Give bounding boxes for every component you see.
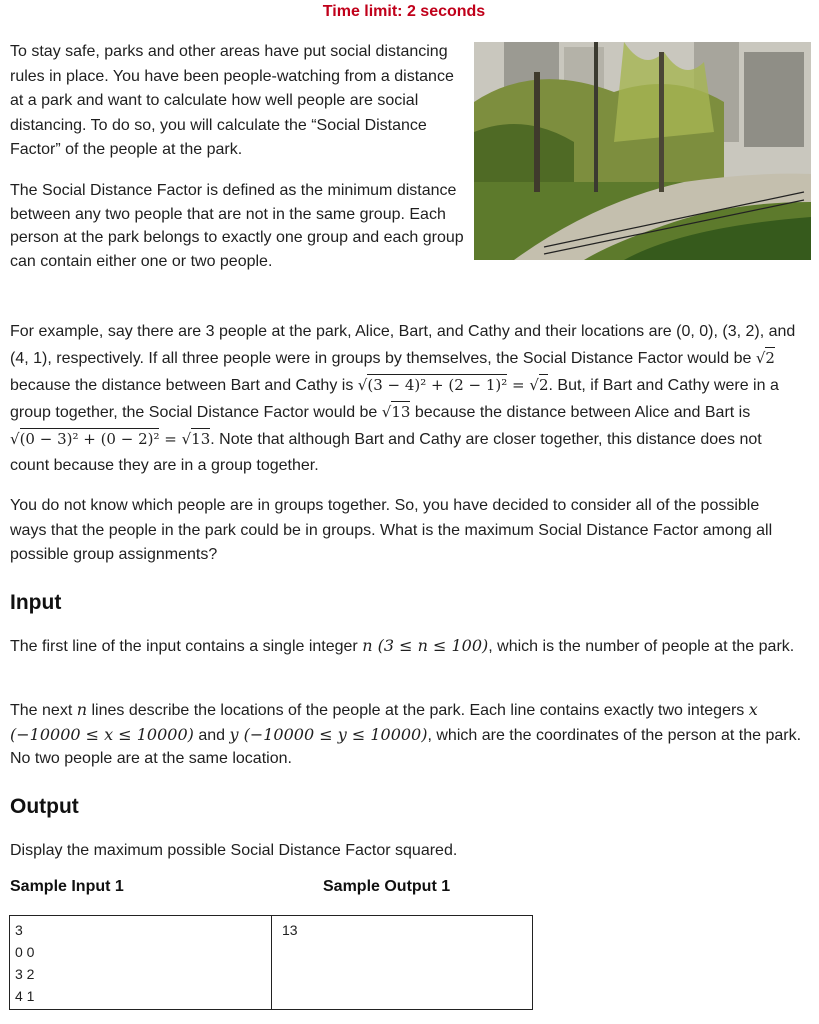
sqrt-expr-2: √(0 − 3)² + (0 − 2)² <box>10 430 160 448</box>
example-paragraph: For example, say there are 3 people at the park, Alice, Bart, and Cathy and their locations are (0, 0), (3, 2), and (4, 1), respectively. If all three people were in groups by themselves, the Social Distance Factor would be √2 because the distance between Bart and Cathy is √(3 − 4)² + (2 − 1)² = √2. But, if Bart and Cathy were in a group together, the Social Distance Factor would be √13 because the distance between Alice and Bart is √(0 − 3)² + (0 − 2)² = √13. Note that although Bart and Cathy are closer together, this distance does not count because they are in a group together. <box>10 323 796 474</box>
intro-paragraph-1: To stay safe, parks and other areas have put social distancing rules in place. You have been people-watching from a distance at a park and want to calculate how well people are social distancing. To do so, you will calculate the “Social Distance Factor” of the people at the park. <box>10 43 454 159</box>
sample-output-line: 13 <box>282 922 298 938</box>
intro-paragraph-2: The Social Distance Factor is defined as the minimum distance between any two people that are not in the same group. Each person at the park belongs to exactly one group and each group can contain either one or two people. <box>10 182 464 271</box>
input-paragraph-1: The first line of the input contains a single integer n (3 ≤ n ≤ 100), which is the number of people at the park. <box>10 636 795 655</box>
sample-output-cell <box>272 916 532 1009</box>
time-limit: Time limit: 2 seconds <box>322 3 486 20</box>
sqrt-13: √13 <box>381 403 411 421</box>
park-photo <box>474 42 811 260</box>
sample-input-label: Sample Input 1 <box>10 878 124 895</box>
input-heading: Input <box>10 591 62 614</box>
question-paragraph: You do not know which people are in groups together. So, you have decided to consider all of the possible ways that the people in the park could be in groups. What is the maximum Social Distance Factor among all possible group assignments? <box>10 497 773 564</box>
sample-input-line: 0 0 <box>15 944 35 960</box>
sqrt-expr-1: √(3 − 4)² + (2 − 1)² <box>357 376 508 394</box>
sample-table <box>9 915 533 1010</box>
sample-input-cell <box>10 916 272 1009</box>
sample-input-line: 3 2 <box>15 966 35 982</box>
sample-input-line: 4 1 <box>15 988 35 1004</box>
sample-input-line: 3 <box>15 922 23 938</box>
sample-output-label: Sample Output 1 <box>323 878 451 895</box>
output-heading: Output <box>10 795 79 818</box>
sqrt-2: √2 <box>755 349 775 367</box>
output-paragraph: Display the maximum possible Social Distance Factor squared. <box>10 842 458 859</box>
input-paragraph-2: The next n lines describe the locations of the people at the park. Each line contains exactly two integers x (−10000 ≤ x ≤ 10000) and y (−10000 ≤ y ≤ 10000), which are the coordinates of the person at the park. No two people are at the same location. <box>10 700 802 767</box>
